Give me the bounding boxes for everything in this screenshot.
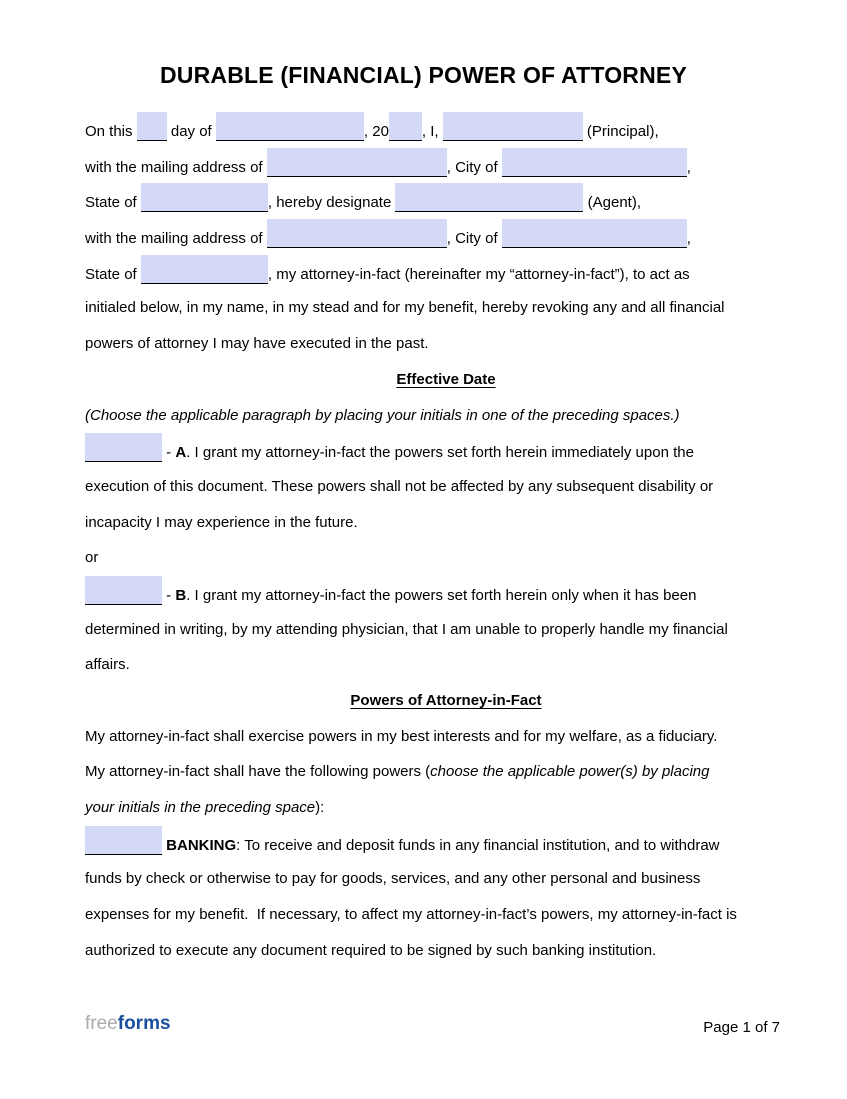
text-run: State of — [85, 194, 141, 212]
text-run: (Choose the applicable paragraph by placing your initials in one of the preceding spaces.) — [85, 406, 680, 424]
initials-banking-field[interactable] — [85, 826, 162, 855]
paragraph-b-line-1 — [85, 576, 807, 612]
text-run: , — [686, 230, 691, 248]
day-field[interactable] — [137, 112, 167, 141]
text-run: , hereby designate — [267, 194, 396, 212]
text-run: : To receive and deposit funds in any financial institution, and to withdraw — [236, 836, 720, 854]
paragraph-a-line-2 — [85, 469, 807, 505]
opening-line-3 — [85, 183, 807, 219]
opening-line-2 — [85, 148, 807, 184]
principal-state-field[interactable] — [141, 183, 268, 212]
opening-line-4 — [85, 219, 807, 255]
text-run: Effective Date — [396, 370, 496, 388]
opening-line-1 — [85, 112, 807, 148]
text-run: - — [162, 444, 176, 462]
text-run: BANKING — [166, 836, 237, 854]
text-run: , City of — [446, 158, 502, 176]
text-run: or — [85, 549, 99, 567]
text-run: affairs. — [85, 656, 130, 674]
document-body — [85, 112, 807, 969]
text-run: Powers of Attorney-in-Fact — [350, 692, 542, 709]
freeforms-logo — [85, 1012, 171, 1036]
text-run: ): — [315, 799, 325, 817]
text-run: incapacity I may experience in the future. — [85, 513, 358, 531]
banking-line-3 — [85, 897, 807, 933]
powers-line-3 — [85, 790, 807, 826]
opening-line-7 — [85, 326, 807, 362]
year-field[interactable] — [389, 112, 422, 141]
text-run: with the mailing address of — [85, 158, 267, 176]
text-run: My attorney-in-fact shall have the following powers ( — [85, 763, 431, 781]
text-run: . I grant my attorney-in-fact the powers set forth herein only when it has been — [186, 586, 697, 604]
paragraph-b-line-2 — [85, 612, 807, 648]
text-run: , 20 — [363, 123, 389, 140]
logo-free-text: free — [85, 1013, 118, 1034]
text-run: your initials in the preceding space — [85, 799, 316, 817]
banking-line-1 — [85, 826, 807, 862]
text-run: On this — [85, 123, 137, 140]
initials-b-field[interactable] — [85, 576, 162, 605]
principal-name-field[interactable] — [443, 112, 583, 141]
opening-line-6 — [85, 290, 807, 326]
text-run: expenses for my benefit. If necessary, to affect my attorney-in-fact’s powers, my attorney-in-fact is — [85, 906, 737, 924]
banking-line-4 — [85, 933, 807, 969]
text-run: (Principal), — [582, 123, 659, 140]
powers-line-2 — [85, 754, 807, 790]
or-line — [85, 540, 807, 576]
agent-name-field[interactable] — [395, 183, 583, 212]
text-run: (Agent), — [583, 194, 641, 212]
text-run: , I, — [421, 123, 443, 140]
text-run: My attorney-in-fact shall exercise powers in my best interests and for my welfare, as a fiduciary. — [85, 727, 718, 745]
text-run: , City of — [446, 230, 502, 248]
page-title: DURABLE (FINANCIAL) POWER OF ATTORNEY — [160, 62, 687, 88]
principal-address-field[interactable] — [267, 148, 447, 177]
text-run: execution of this document. These powers shall not be affected by any subsequent disability or — [85, 477, 714, 495]
logo-forms-text: forms — [117, 1013, 171, 1034]
text-run: , my attorney-in-fact (hereinafter my “attorney-in-fact”), to act as — [267, 265, 690, 283]
agent-address-field[interactable] — [267, 219, 447, 248]
initials-a-field[interactable] — [85, 433, 162, 462]
text-run: B — [175, 586, 187, 604]
text-run: with the mailing address of — [85, 230, 267, 248]
paragraph-b-line-3 — [85, 647, 807, 683]
paragraph-a-line-3 — [85, 505, 807, 541]
text-run: determined in writing, by my attending physician, that I am unable to properly handle my financial — [85, 620, 728, 638]
text-run: initialed below, in my name, in my stead and for my benefit, hereby revoking any and all financial — [85, 299, 725, 317]
text-run: . I grant my attorney-in-fact the powers set forth herein immediately upon the — [186, 444, 694, 462]
text-run: - — [162, 586, 176, 604]
effective-date-heading — [85, 362, 807, 398]
text-run: authorized to execute any document required to be signed by such banking institution. — [85, 941, 657, 959]
text-run: powers of attorney I may have executed in the past. — [85, 335, 429, 353]
text-run: A — [175, 444, 187, 462]
paragraph-a-line-1 — [85, 433, 807, 469]
powers-line-1 — [85, 719, 807, 755]
principal-city-field[interactable] — [502, 148, 687, 177]
text-run: , — [686, 158, 691, 176]
text-run: State of — [85, 265, 141, 283]
effective-date-instruction — [85, 398, 807, 434]
page-number: Page 1 of 7 — [703, 1019, 780, 1036]
agent-state-field[interactable] — [141, 255, 268, 284]
text-run: funds by check or otherwise to pay for goods, services, and any other personal and business — [85, 870, 701, 888]
powers-heading — [85, 683, 807, 719]
agent-city-field[interactable] — [502, 219, 687, 248]
text-run: day of — [166, 123, 216, 140]
opening-line-5 — [85, 255, 807, 291]
text-run: choose the applicable power(s) by placing — [430, 763, 710, 781]
month-field[interactable] — [216, 112, 364, 141]
banking-line-2 — [85, 861, 807, 897]
